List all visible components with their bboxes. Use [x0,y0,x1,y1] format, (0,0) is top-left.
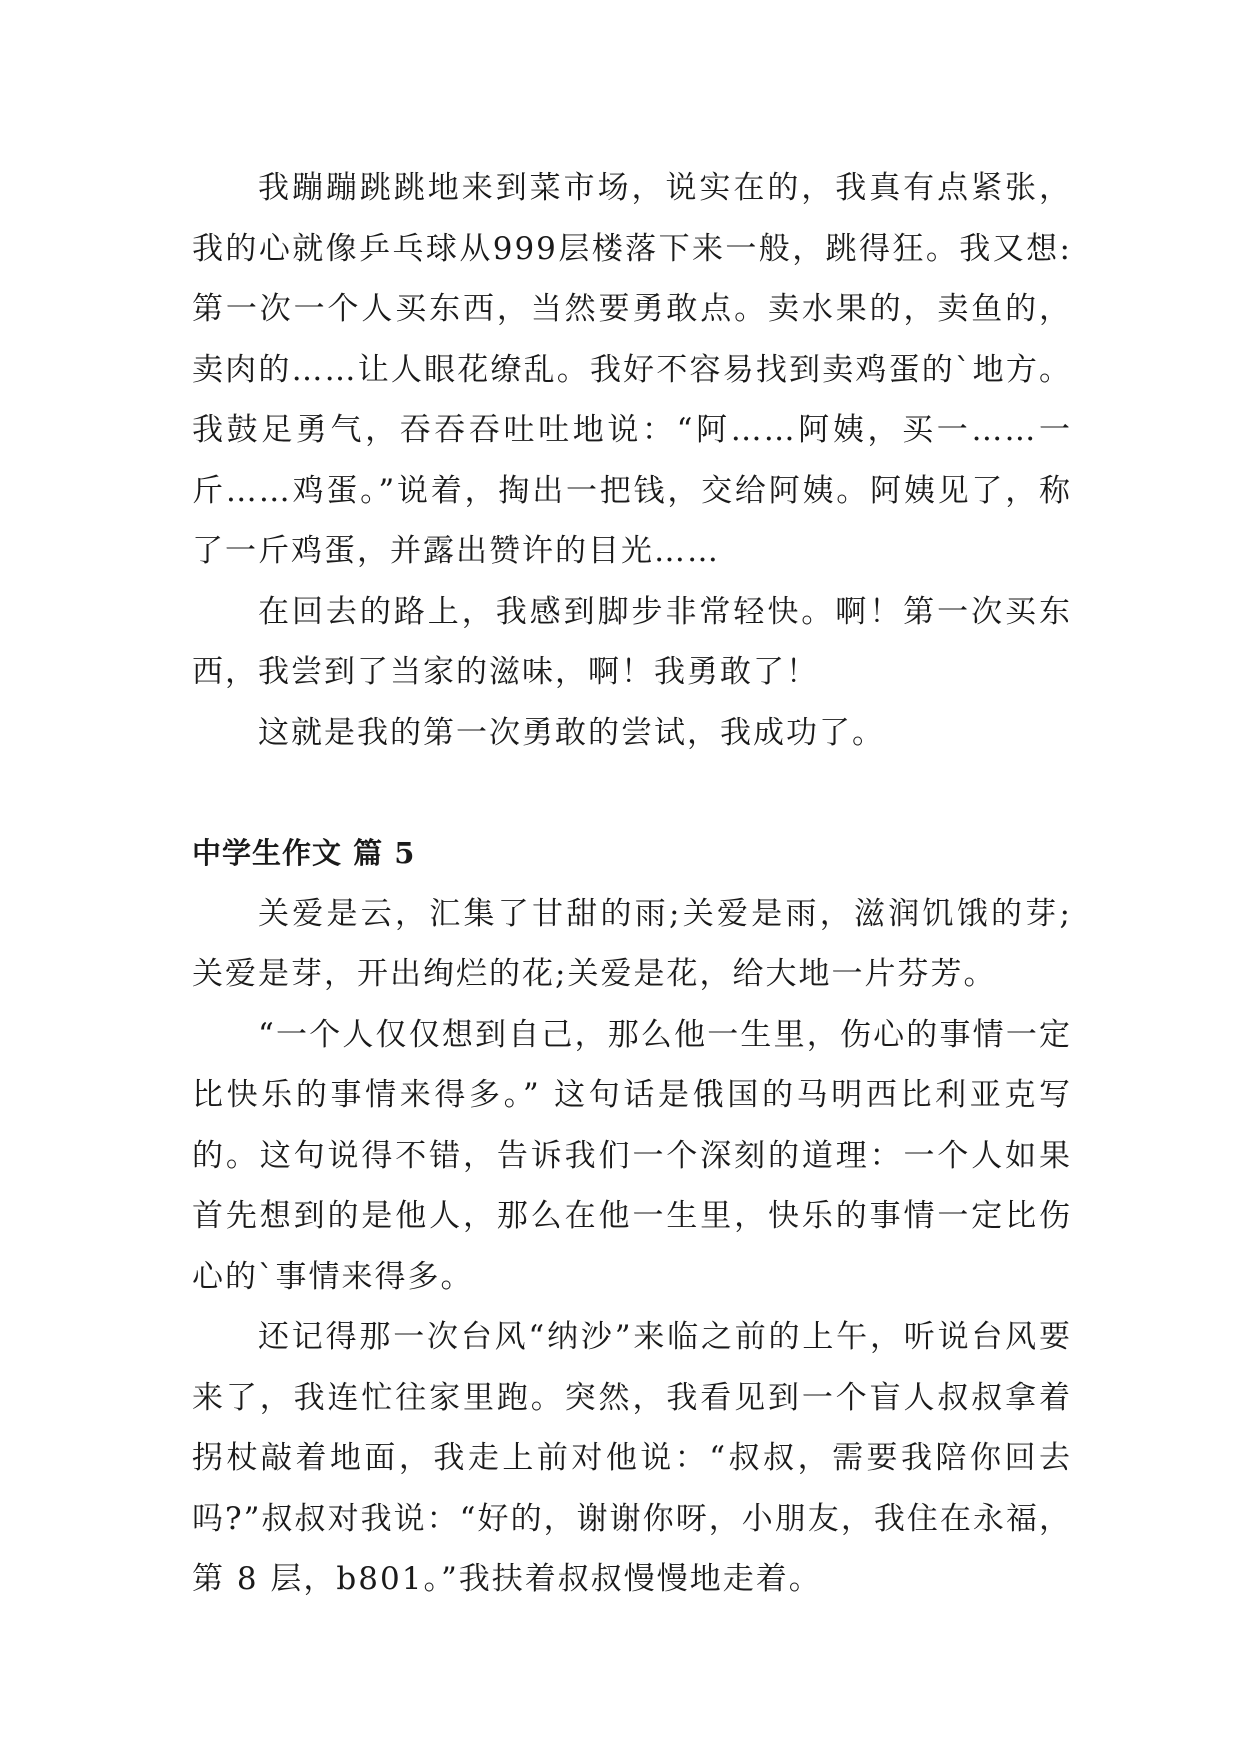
paragraph-conclusion: 这就是我的第一次勇敢的尝试，我成功了。 [258,714,885,751]
paragraph-typhoon-story: 还记得那一次台风“纳沙”来临之前的上午，听说台风要来了，我连忙往家里跑。突然，我看见到一个盲人叔叔拿着拐杖敲着地面，我走上前对他说：“叔叔，需要我陪你回去吗?”叔叔对我说：“好的，谢谢你呀，小朋友，我住在永福，第 8 层，b801。”我扶着叔叔慢慢地走着。 [192,1319,1072,1597]
section-heading: 中学生作文 篇 5 [192,836,416,870]
paragraph-care-metaphor: 关爱是云，汇集了甘甜的雨;关爱是雨，滋润饥饿的芽;关爱是芽，开出绚烂的花;关爱是花，给大地一片芬芳。 [192,895,1072,992]
paragraph-way-home: 在回去的路上，我感到脚步非常轻快。啊！第一次买东西，我尝到了当家的滋味，啊！我勇敢了！ [192,593,1072,690]
paragraph-quote: “一个人仅仅想到自己，那么他一生里，伤心的事情一定比快乐的事情来得多。” 这句话是俄国的马明西比利亚克写的。这句说得不错，告诉我们一个深刻的道理：一个人如果首先想到的是他人，那么在他一生里，快乐的事情一定比伤心的`事情来得多。 [192,1016,1072,1295]
paragraph-buying-eggs: 我蹦蹦跳跳地来到菜市场，说实在的，我真有点紧张，我的心就像乒乓球从999层楼落下来一般，跳得狂。我又想:第一次一个人买东西，当然要勇敢点。卖水果的，卖鱼的，卖肉的……让人眼花缭乱。我好不容易找到卖鸡蛋的`地方。我鼓足勇气，吞吞吞吐吐地说：“阿……阿姨，买一……一斤……鸡蛋。”说着，掏出一把钱，交给阿姨。阿姨见了，称了一斤鸡蛋，并露出赞许的目光…… [192,170,1072,569]
document-page [192,158,1072,1610]
